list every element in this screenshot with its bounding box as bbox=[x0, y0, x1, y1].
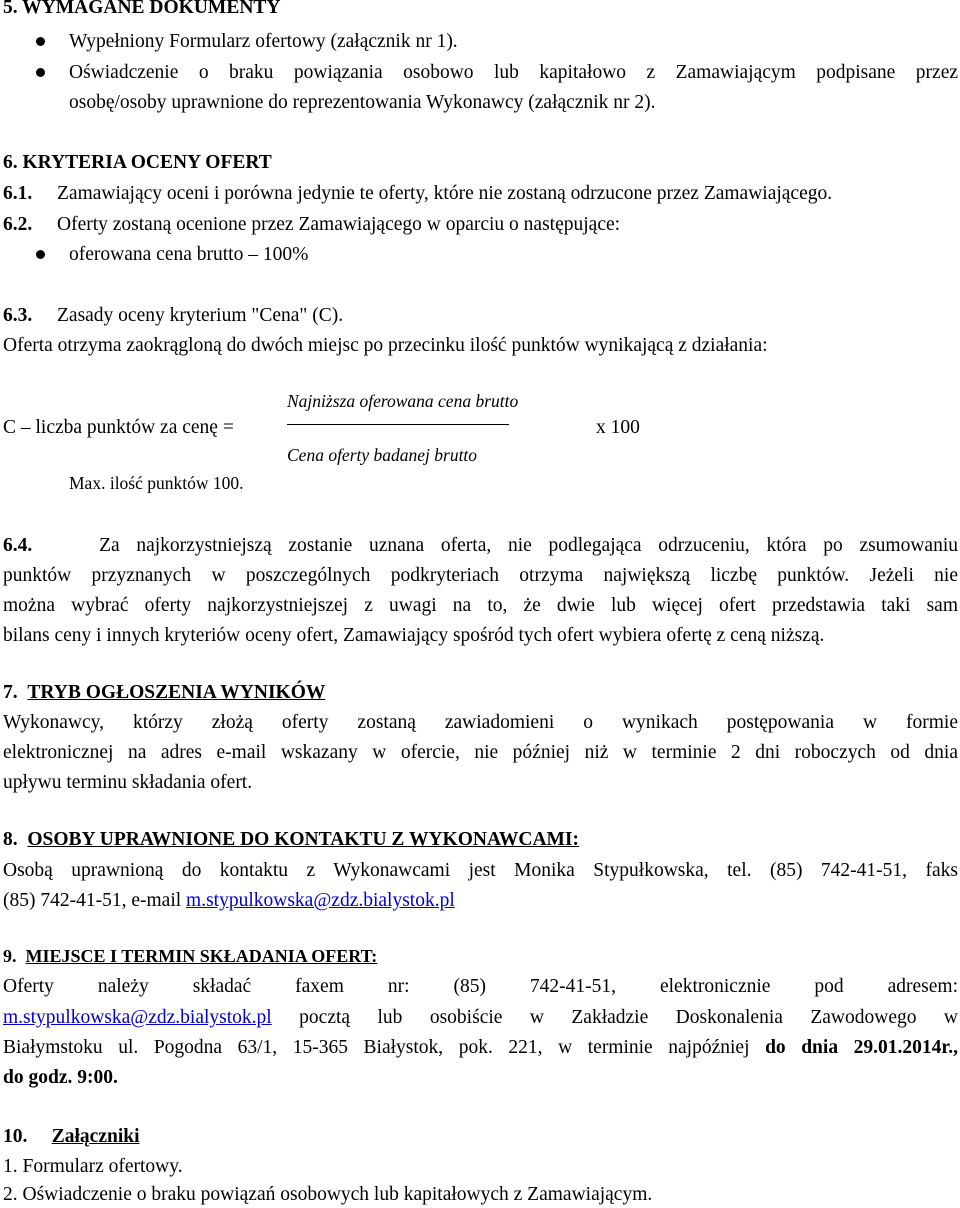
s5-bullet-1: Wypełniony Formularz ofertowy (załącznik nr 1). bbox=[69, 31, 458, 52]
s7-line-3: upływu terminu składania ofert. bbox=[3, 772, 253, 793]
s9-line-3: Białymstoku ul. Pogodna 63/1, 15-365 Białystok, pok. 221, w terminie najpóźniej do dnia 29.01.2014r., bbox=[3, 1037, 958, 1058]
section-6-heading: 6. KRYTERIA OCENY OFERT bbox=[3, 152, 272, 173]
section-10-heading: 10. Załączniki bbox=[3, 1126, 140, 1147]
section-9-heading: 9. MIEJSCE I TERMIN SKŁADANIA OFERT: bbox=[3, 946, 378, 966]
bullet-icon bbox=[36, 250, 45, 259]
bullet-icon bbox=[36, 37, 45, 46]
p61-number: 6.1. bbox=[3, 183, 33, 204]
s9-line-4: do godz. 9:00. bbox=[3, 1067, 118, 1088]
p63-text: Zasady oceny kryterium "Cena" (C). bbox=[57, 305, 344, 326]
fraction-line bbox=[287, 424, 509, 425]
section-7-heading: 7. TRYB OGŁOSZENIA WYNIKÓW bbox=[3, 682, 326, 703]
section-5-heading: 5. WYMAGANE DOKUMENTY bbox=[3, 0, 281, 18]
s9-line-1: Oferty należy składać faxem nr: (85) 742-41-51, elektronicznie pod adresem: bbox=[3, 976, 958, 997]
s5-bullet-2-line-2: osobę/osoby uprawnione do reprezentowania Wykonawcy (załącznik nr 2). bbox=[69, 92, 656, 113]
formula-lhs: C – liczba punktów za cenę = bbox=[3, 417, 234, 438]
attachment-1: 1. Formularz ofertowy. bbox=[3, 1156, 183, 1177]
bullet-icon bbox=[36, 68, 45, 77]
s5-bullet-2-line-1: Oświadczenie o braku powiązania osobowo lub kapitałowo z Zamawiającym podpisane przez bbox=[69, 62, 958, 83]
formula-denominator: Cena oferty badanej brutto bbox=[287, 445, 478, 465]
s8-line-1: Osobą uprawnioną do kontaktu z Wykonawcami jest Monika Stypułkowska, tel. (85) 742-41-51, faks bbox=[3, 860, 958, 881]
formula-numerator: Najniższa oferowana cena brutto bbox=[287, 391, 519, 411]
section-8-heading: 8. OSOBY UPRAWNIONE DO KONTAKTU Z WYKONAWCAMI: bbox=[3, 829, 580, 850]
email-link[interactable]: m.stypulkowska@zdz.bialystok.pl bbox=[3, 1007, 272, 1028]
p62-bullet: oferowana cena brutto – 100% bbox=[69, 244, 309, 265]
s7-line-2: elektronicznej na adres e-mail wskazany w ofercie, nie później niż w terminie 2 dni roboczych od dnia bbox=[3, 742, 958, 763]
p62-number: 6.2. bbox=[3, 214, 33, 235]
max-points-note: Max. ilość punktów 100. bbox=[69, 473, 244, 493]
p64-line-2: punktów przyznanych w poszczególnych podkryteriach otrzyma największą liczbę punktów. Jeżeli nie bbox=[3, 565, 958, 586]
p64-line-4: bilans ceny i innych kryteriów oceny ofert, Zamawiający spośród tych ofert wybiera ofertę z ceną niższą. bbox=[3, 625, 825, 646]
p63-description: Oferta otrzyma zaokrągloną do dwóch miejsc po przecinku ilość punktów wynikającą z działania: bbox=[3, 335, 768, 356]
email-link[interactable]: m.stypulkowska@zdz.bialystok.pl bbox=[186, 890, 455, 911]
p64-line-3: można wybrać oferty najkorzystniejszej z uwagi na to, że dwie lub więcej ofert przedstawia taki sam bbox=[3, 595, 958, 616]
p62-text: Oferty zostaną ocenione przez Zamawiającego w oparciu o następujące: bbox=[57, 214, 621, 235]
p63-number: 6.3. bbox=[3, 305, 33, 326]
formula-multiplier: x 100 bbox=[596, 417, 640, 438]
s7-line-1: Wykonawcy, którzy złożą oferty zostaną zawiadomieni o wynikach postępowania w formie bbox=[3, 712, 958, 733]
p61-text: Zamawiający oceni i porówna jedynie te oferty, które nie zostaną odrzucone przez Zamawiającego. bbox=[57, 183, 833, 204]
s9-line-2: m.stypulkowska@zdz.bialystok.pl pocztą lub osobiście w Zakładzie Doskonalenia Zawodowego w bbox=[3, 1007, 958, 1028]
s8-line-2: (85) 742-41-51, e-mail m.stypulkowska@zdz.bialystok.pl bbox=[3, 890, 455, 911]
attachment-2: 2. Oświadczenie o braku powiązań osobowych lub kapitałowych z Zamawiającym. bbox=[3, 1184, 653, 1205]
p64-line-1: 6.4. Za najkorzystniejszą zostanie uznana oferta, nie podlegająca odrzuceniu, która po zsumowaniu bbox=[3, 535, 959, 556]
